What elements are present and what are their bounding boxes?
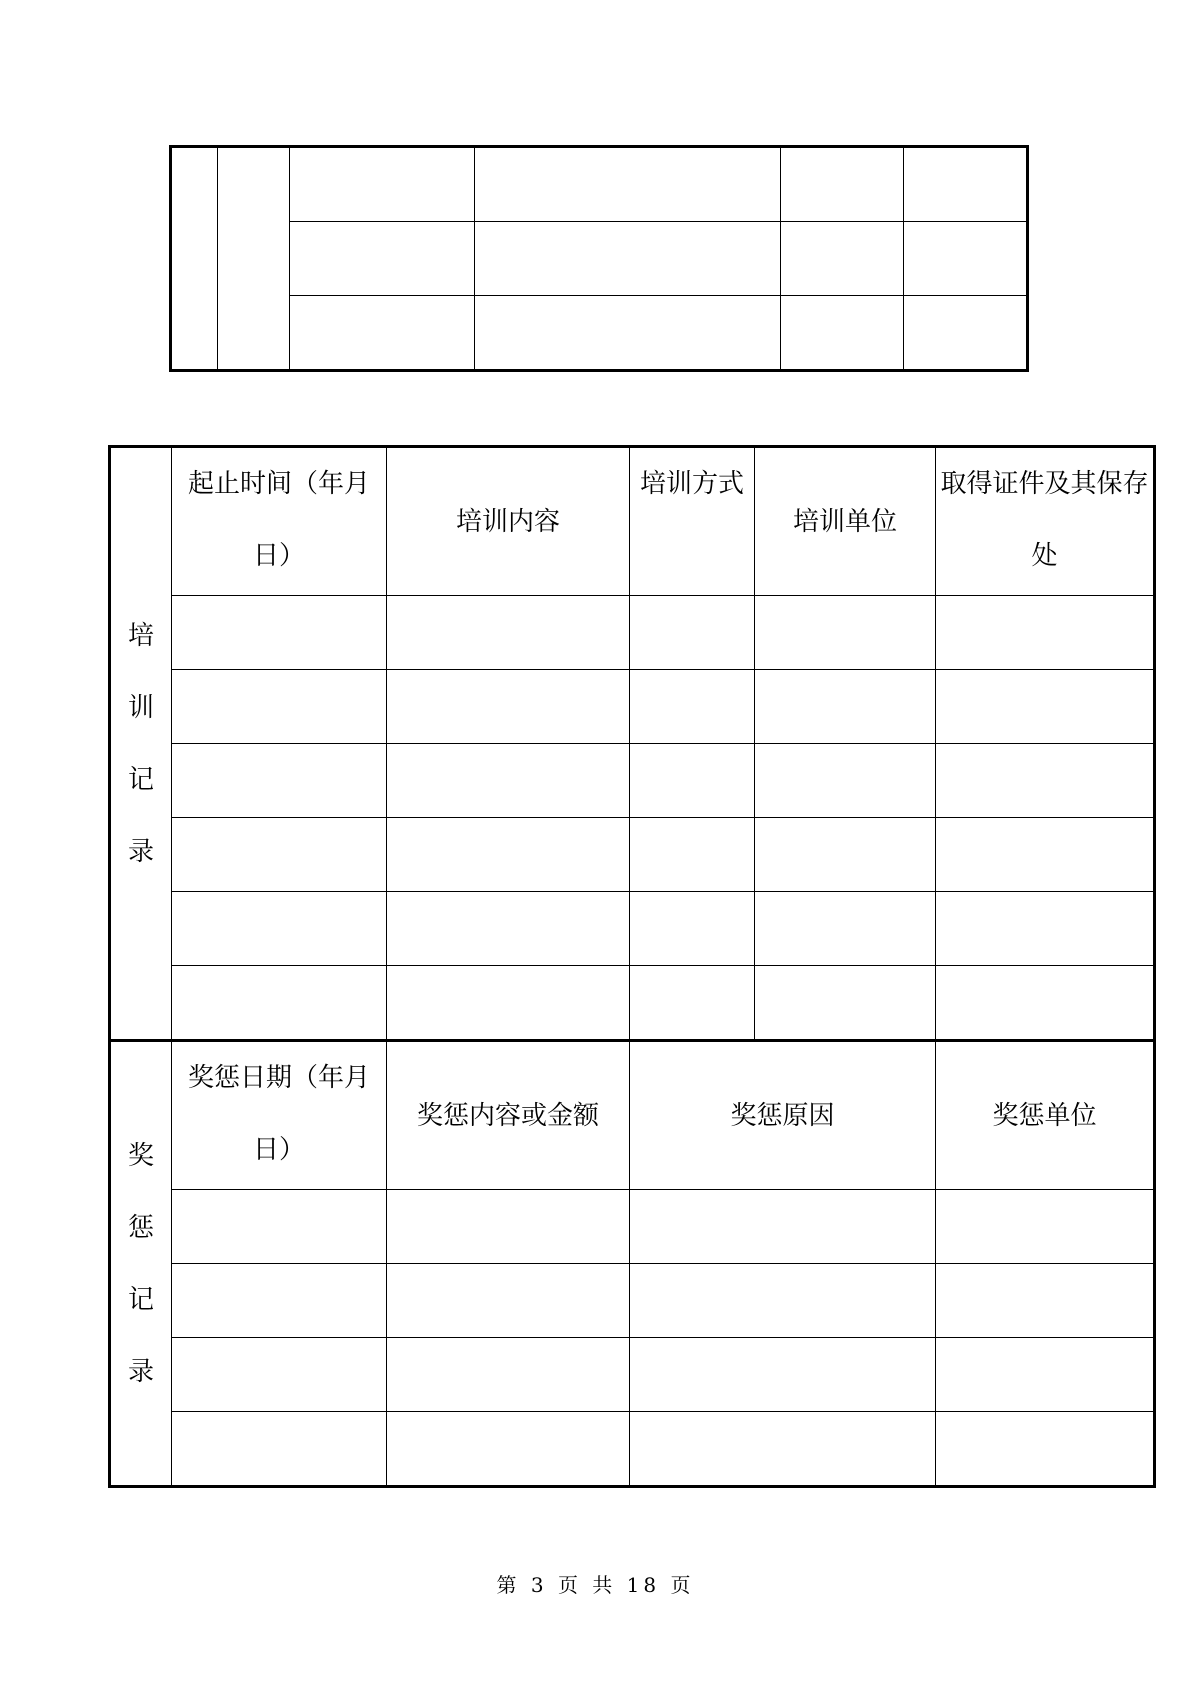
empty-cell[interactable]: [290, 296, 475, 371]
header-training-period: 起止时间（年月日）: [172, 447, 387, 596]
table-row: [110, 596, 1155, 670]
header-training-content: 培训内容: [387, 447, 630, 596]
empty-cell[interactable]: [936, 818, 1155, 892]
empty-cell[interactable]: [171, 147, 218, 371]
table-row: [110, 966, 1155, 1041]
empty-cell[interactable]: [781, 147, 904, 222]
empty-cell[interactable]: [936, 596, 1155, 670]
rewards-section-label: [110, 1041, 172, 1487]
table-row: [171, 222, 1028, 296]
empty-cell[interactable]: [630, 744, 755, 818]
header-certificate-location: 取得证件及其保存处: [936, 447, 1155, 596]
empty-cell[interactable]: [781, 296, 904, 371]
empty-cell[interactable]: [172, 818, 387, 892]
empty-cell[interactable]: [755, 744, 936, 818]
empty-cell[interactable]: [936, 1264, 1155, 1338]
empty-cell[interactable]: [387, 1338, 630, 1412]
empty-cell[interactable]: [172, 1264, 387, 1338]
empty-cell[interactable]: [904, 222, 1028, 296]
empty-cell[interactable]: [755, 670, 936, 744]
empty-cell[interactable]: [387, 1190, 630, 1264]
table-row: [171, 296, 1028, 371]
empty-cell[interactable]: [172, 892, 387, 966]
empty-cell[interactable]: [936, 1412, 1155, 1487]
training-label-char: 记: [127, 764, 154, 795]
empty-cell[interactable]: [290, 147, 475, 222]
rewards-label-char: 奖: [127, 1140, 154, 1171]
empty-cell[interactable]: [936, 966, 1155, 1041]
table-row: [110, 1264, 1155, 1338]
table-row: [110, 1190, 1155, 1264]
table-row: [110, 892, 1155, 966]
empty-cell[interactable]: [630, 1338, 936, 1412]
table-row: [110, 670, 1155, 744]
rewards-label-char: 惩: [127, 1212, 154, 1243]
empty-cell[interactable]: [475, 147, 781, 222]
empty-cell[interactable]: [904, 147, 1028, 222]
empty-cell[interactable]: [172, 966, 387, 1041]
empty-cell[interactable]: [630, 818, 755, 892]
empty-cell[interactable]: [387, 596, 630, 670]
empty-cell[interactable]: [387, 1412, 630, 1487]
table-row: [110, 1412, 1155, 1487]
empty-cell[interactable]: [781, 222, 904, 296]
rewards-label-char: 录: [127, 1356, 154, 1387]
rewards-label-char: 记: [127, 1284, 154, 1315]
table-row: [110, 1338, 1155, 1412]
table-row: [171, 147, 1028, 222]
previous-record-table: [169, 145, 1029, 372]
table-row: [110, 818, 1155, 892]
empty-cell[interactable]: [387, 744, 630, 818]
empty-cell[interactable]: [387, 1264, 630, 1338]
empty-cell[interactable]: [936, 744, 1155, 818]
empty-cell[interactable]: [475, 296, 781, 371]
empty-cell[interactable]: [755, 818, 936, 892]
empty-cell[interactable]: [387, 818, 630, 892]
records-table: [108, 445, 1156, 1488]
empty-cell[interactable]: [218, 147, 290, 371]
training-label-char: 训: [127, 692, 154, 723]
training-header-row: [110, 447, 1155, 596]
empty-cell[interactable]: [630, 892, 755, 966]
empty-cell[interactable]: [387, 670, 630, 744]
empty-cell[interactable]: [630, 1412, 936, 1487]
empty-cell[interactable]: [755, 892, 936, 966]
training-label-char: 录: [127, 836, 154, 867]
header-rewards-date: 奖惩日期（年月日）: [172, 1041, 387, 1190]
empty-cell[interactable]: [172, 1412, 387, 1487]
header-rewards-reason: 奖惩原因: [630, 1041, 936, 1190]
empty-cell[interactable]: [172, 596, 387, 670]
page-number: 第 3 页 共 18 页: [496, 1573, 695, 1597]
empty-cell[interactable]: [936, 1338, 1155, 1412]
header-rewards-unit: 奖惩单位: [936, 1041, 1155, 1190]
table-row: [110, 744, 1155, 818]
training-section-label: [110, 447, 172, 1041]
header-rewards-content: 奖惩内容或金额: [387, 1041, 630, 1190]
empty-cell[interactable]: [755, 596, 936, 670]
header-training-unit: 培训单位: [755, 447, 936, 596]
empty-cell[interactable]: [630, 1264, 936, 1338]
empty-cell[interactable]: [630, 670, 755, 744]
header-training-method: 培训方式: [630, 447, 755, 596]
empty-cell[interactable]: [936, 670, 1155, 744]
empty-cell[interactable]: [904, 296, 1028, 371]
rewards-header-row: [110, 1041, 1155, 1190]
empty-cell[interactable]: [630, 966, 755, 1041]
empty-cell[interactable]: [172, 1190, 387, 1264]
empty-cell[interactable]: [475, 222, 781, 296]
empty-cell[interactable]: [172, 744, 387, 818]
empty-cell[interactable]: [290, 222, 475, 296]
empty-cell[interactable]: [172, 1338, 387, 1412]
empty-cell[interactable]: [387, 892, 630, 966]
empty-cell[interactable]: [630, 1190, 936, 1264]
empty-cell[interactable]: [936, 892, 1155, 966]
empty-cell[interactable]: [172, 670, 387, 744]
empty-cell[interactable]: [936, 1190, 1155, 1264]
empty-cell[interactable]: [755, 966, 936, 1041]
empty-cell[interactable]: [387, 966, 630, 1041]
training-label-char: 培: [127, 620, 154, 651]
empty-cell[interactable]: [630, 596, 755, 670]
